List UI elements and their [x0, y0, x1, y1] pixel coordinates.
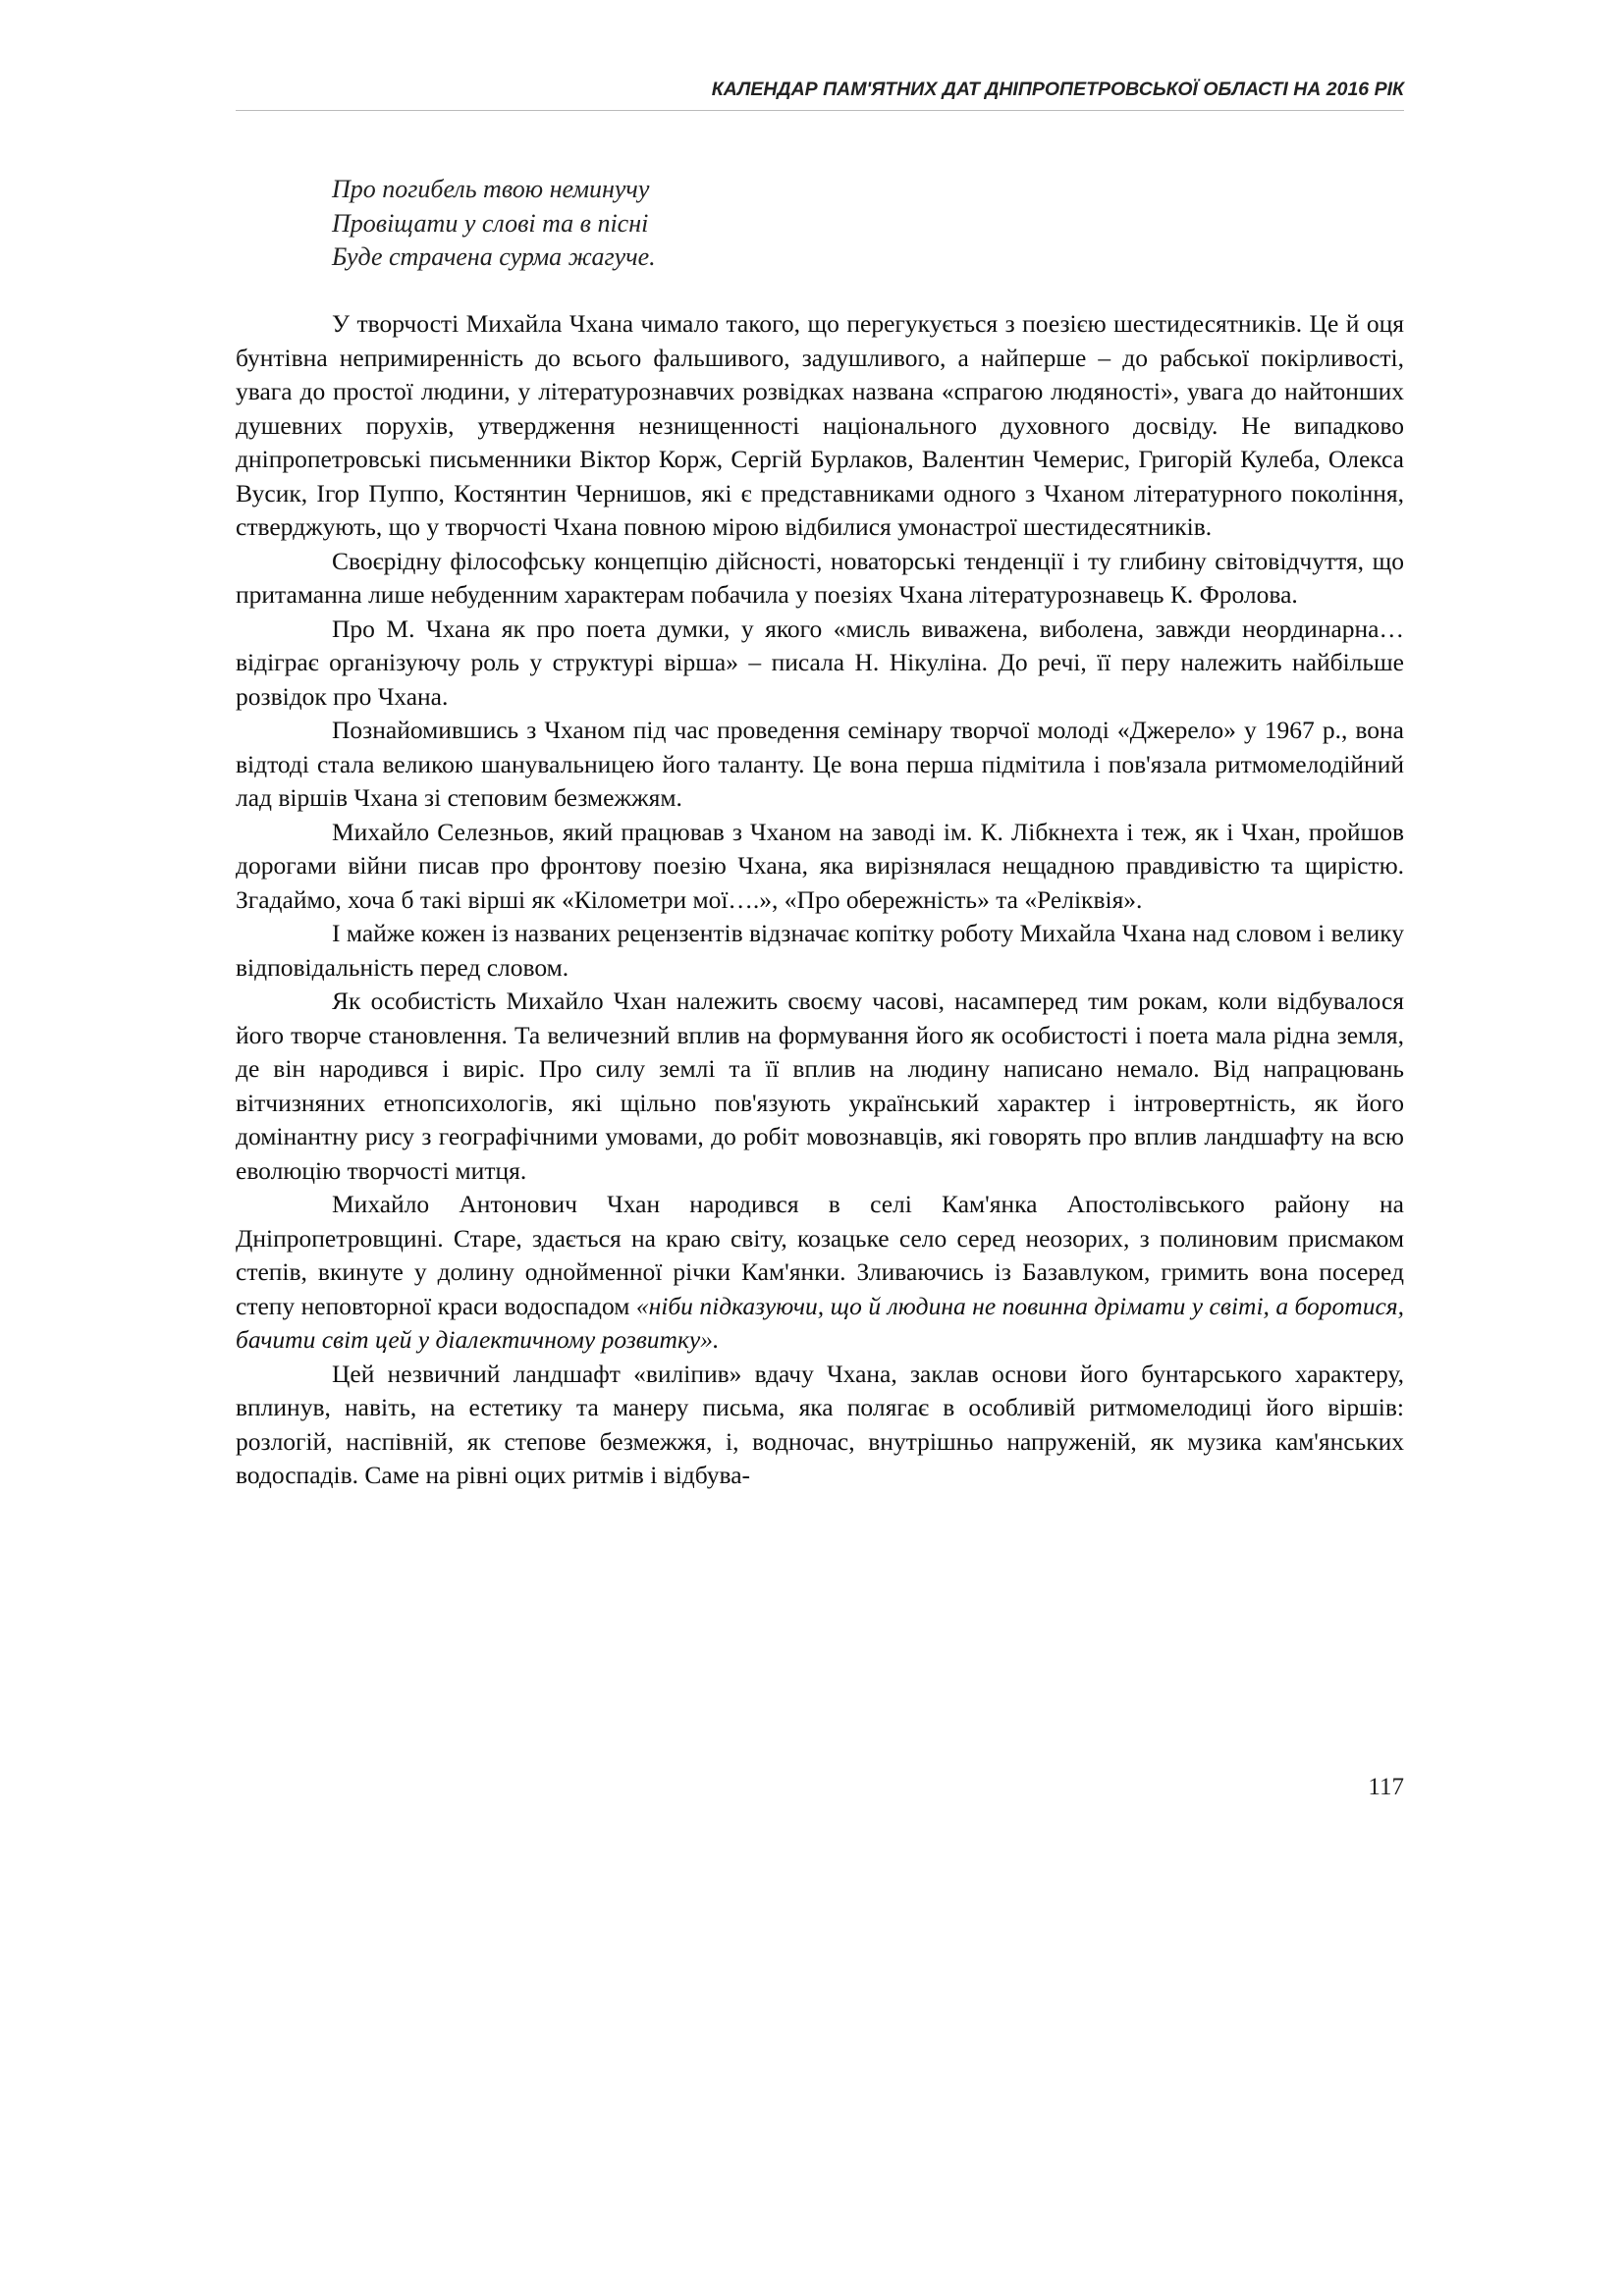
- paragraph: Як особистість Михайло Чхан належить своєму часові, насамперед тим рокам, коли відбувалося його творче становлення. Та величезний вплив на формування його як особистості і поета мала рідна земля, де він народився і виріс. Про силу землі та її вплив на людину написано немало. Від напрацювань вітчизняних етнопсихологів, які щільно пов'язують український характер і інтровертність, як його домінантну рису з географічними умовами, до робіт мовознавців, які говорять про вплив ландшафту на всю еволюцію творчості митця.: [236, 987, 1404, 1185]
- poem-line: Про погибель твою неминучу: [332, 175, 650, 203]
- header-divider: [236, 110, 1404, 111]
- body-text: [236, 307, 1404, 1493]
- running-header: КАЛЕНДАР ПАМ'ЯТНИХ ДАТ ДНІПРОПЕТРОВСЬКОЇ ОБЛАСТІ НА 2016 РІК: [711, 79, 1404, 100]
- poem-line: Буде страчена сурма жагуче.: [332, 242, 656, 271]
- paragraph: І майже кожен із названих рецензентів відзначає копітку роботу Михайла Чхана над словом і велику відповідальність перед словом.: [236, 919, 1404, 982]
- paragraph: У творчості Михайла Чхана чимало такого, що перегукується з поезією шестидесятників. Це й оця бунтівна непримиренність до всього фальшивого, задушливого, а найперше – до рабської покірливості, увага до простої людини, у літературознавчих розвідках названа «спрагою людяності», увага до найтонших душевних порухів, утвердження незнищенності національного духовного досвіду. Не випадково дніпропетровські письменники Віктор Корж, Сергій Бурлаков, Валентин Чемерис, Григорій Кулеба, Олекса Вусик, Ігор Пуппо, Костянтин Чернишов, які є представниками одного з Чханом літературного покоління, стверджують, що у творчості Чхана повною мірою відбилися умонастрої шестидесятників.: [236, 309, 1404, 541]
- paragraph: Михайло Селезньов, який працював з Чханом на заводі ім. К. Лібкнехта і теж, як і Чхан, пройшов дорогами війни писав про фронтову поезію Чхана, яка вирізнялася нещадною правдивістю та щирістю. Згадаймо, хоча б такі вірші як «Кілометри мої….», «Про обережність» та «Реліквія».: [236, 817, 1404, 914]
- poem-line: Провіщати у слові та в пісні: [332, 208, 649, 238]
- italic-quote: «ніби підказуючи, що й людина не повинна дрімати у світі, а боротися, бачити світ цей у діалектичному розвитку».: [236, 1291, 1404, 1354]
- paragraph: Своєрідну філософську концепцію дійсності, новаторські тенденції і ту глибину світовідчуття, що притаманна лише небуденним характерам побачила у поезіях Чхана літературознавець К. Фролова.: [236, 546, 1404, 609]
- paragraph: Цей незвичний ландшафт «виліпив» вдачу Чхана, заклав основи його бунтарського характеру, вплинув, навіть, на естетику та манеру письма, яка полягає в особливій ритмомелодиці його віршів: розлогій, наспівній, як степове безмежжя, і, водночас, внутрішньо напруженій, як музика кам'янських водоспадів. Саме на рівні оцих ритмів і відбува-: [236, 1359, 1404, 1489]
- page-number: 117: [1368, 1774, 1404, 1800]
- paragraph: Познайомившись з Чханом під час проведення семінару творчої молоді «Джерело» у 1967 р., вона відтоді стала великою шанувальницею його таланту. Це вона перша підмітила і пов'язала ритмомелодійний лад віршів Чхана зі степовим безмежжям.: [236, 716, 1404, 812]
- paragraph-with-quote: [236, 1188, 1404, 1358]
- paragraph-text: Михайло Антонович Чхан народився в селі Кам'янка Апостолівського району на Дніпропетровщині. Старе, здається на краю світу, козацьке село серед неозорих, з полиновим присмаком степів, вкинуте у долину однойменної річки Кам'янки. Зливаючись із Базавлуком, гримить вона посеред степу неповторної краси водоспадом: [236, 1190, 1404, 1320]
- poem-excerpt: [332, 173, 656, 275]
- paragraph: Про М. Чхана як про поета думки, у якого «мисль виважена, виболена, завжди неординарна… відіграє організуючу роль у структурі вірша» – писала Н. Нікуліна. До речі, її перу належить найбільше розвідок про Чхана.: [236, 614, 1404, 711]
